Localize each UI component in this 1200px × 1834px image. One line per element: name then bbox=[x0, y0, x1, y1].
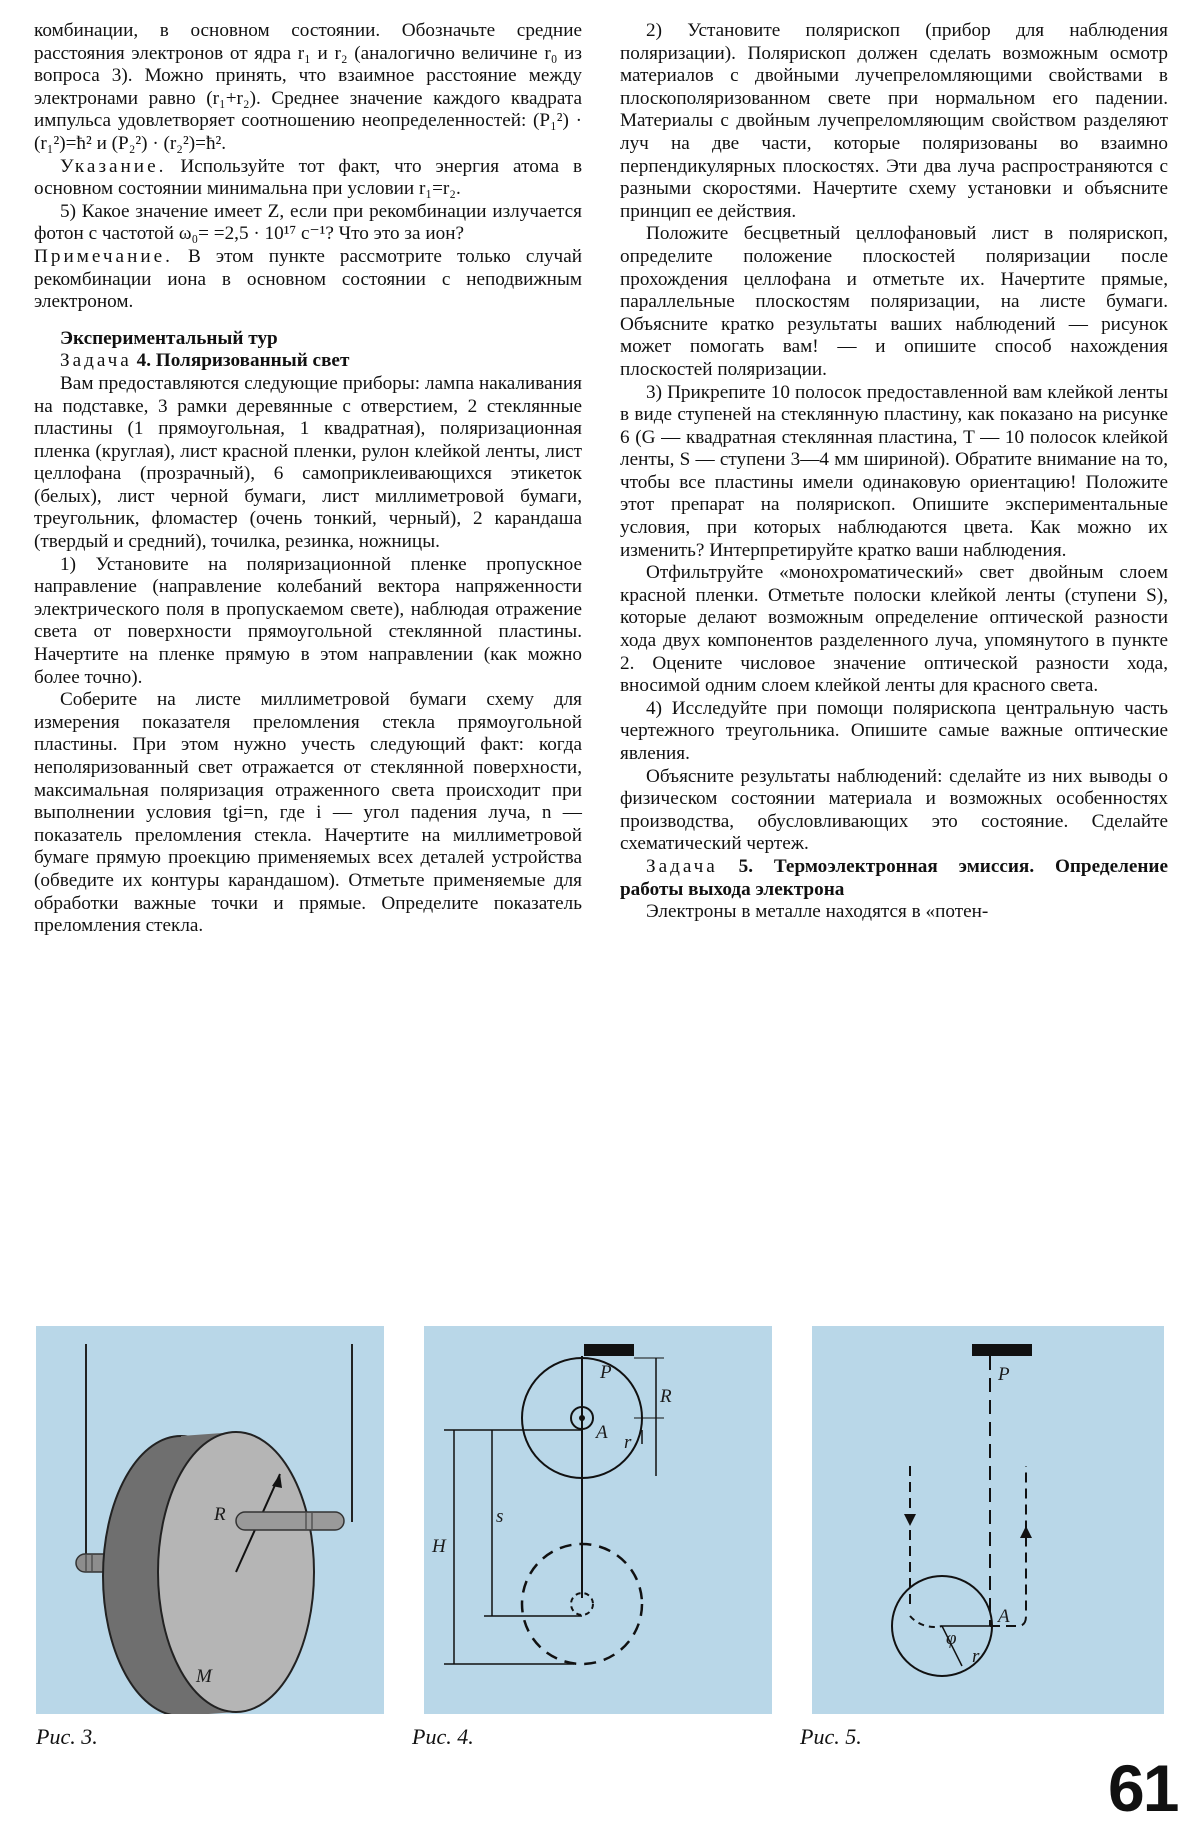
task-5-heading bbox=[620, 856, 1168, 901]
figure-3-caption: Рис. 3. bbox=[36, 1724, 98, 1749]
task-4-item-1b: Соберите на листе миллиметровой бумаги схему для измерения показателя преломления стекла прямоугольной пластины. При этом нужно учесть следующий факт: когда неполяризованный свет отражается от стеклянной поверхности, максимальная поляризация отраженного света происходит при выполнении условия tgi=n, где i — угол падения луча, n — показатель преломления стекла. Начертите на миллиметровой бумаге прямую проекцию применяемых всех деталей устройства (обведите их контуры карандашом). Отметьте применяемые для обработки важные точки и прямые. Определите показатель преломления стекла. bbox=[34, 689, 582, 937]
figure-4 bbox=[424, 1326, 772, 1714]
figure-5 bbox=[812, 1326, 1164, 1714]
paragraph-question-5: 5) Какое значение имеет Z, если при рекомбинации излучается фотон с частотой ω₀= =2,5 · 10¹⁷ с⁻¹? Что это за ион? bbox=[34, 200, 582, 245]
figure-5-drawing bbox=[812, 1326, 1164, 1714]
task-4-intro: Вам предоставляются следующие приборы: лампа накаливания на подставке, 3 рамки деревянные с отверстием, 2 стеклянные пластины (1 прямоугольная, 1 квадратная), поляризационная пленка (круглая), лист красной пленки, рулон клейкой ленты, лист целлофана (прозрачный), 6 самоприклеивающихся этикеток (белых), лист черной бумаги, лист миллиметровой бумаги, треугольник, фломастер (очень тонкий, черный), 2 карандаша (твердый и средний), точилка, резинка, ножницы. bbox=[34, 372, 582, 553]
figure-3-label-mass: M bbox=[196, 1666, 212, 1687]
task-4-label: Задача bbox=[60, 350, 132, 372]
figure-3-label-radius: R bbox=[214, 1504, 226, 1525]
task-5-title: 5. Термоэлектронная эмиссия. Определение работы выхода электрона bbox=[620, 855, 1168, 900]
figure-4-label-s: s bbox=[496, 1506, 504, 1527]
figure-5-label-r: r bbox=[972, 1646, 980, 1667]
task-4-title: 4. Поляризованный свет bbox=[131, 350, 350, 372]
figure-4-caption: Рис. 4. bbox=[412, 1724, 474, 1749]
task-4-item-4b: Объясните результаты наблюдений: сделайте из них выводы о физическом состоянии материала и возможных особенностях производства, обусловливающих это состояние. Сделайте схематический чертеж. bbox=[620, 765, 1168, 855]
figure-5-label-phi: φ bbox=[946, 1628, 957, 1649]
figure-3 bbox=[36, 1326, 384, 1714]
task-4-item-2b: Положите бесцветный целлофановый лист в поляриcкоп, определите положение плоскостей поляризации после прохождения целлофана и отметьте их. Начертите прямые, параллельные плоскостям поляризации, на листе бумаги. Объясните кратко результаты ваших наблюдений — рисунок может помогать вам! — и опишите способ нахождения плоскостей поляризации. bbox=[620, 223, 1168, 380]
task-5-text: Электроны в металле находятся в «потен- bbox=[646, 901, 989, 923]
figure-4-label-r-small: r bbox=[624, 1432, 632, 1453]
paragraph-hint bbox=[34, 156, 582, 201]
figure-5-label-a: A bbox=[998, 1606, 1010, 1627]
figure-4-drawing bbox=[424, 1326, 772, 1714]
task-5-label: Задача bbox=[646, 855, 718, 877]
figure-4-label-p: P bbox=[600, 1362, 612, 1383]
hint-text: Используйте тот факт, что энергия атома в основном состоянии минимальна при условии r₁=r₂. bbox=[34, 155, 582, 200]
right-column bbox=[620, 20, 1168, 924]
task-4-item-1: 1) Установите на поляризационной пленке пропускное направление (направление колебаний вектора напряженности электрического поля в пропускаемом свете), наблюдая отражение света от поверхности прямоугольной стеклянной пластины. Начертите на пленке прямую в этом направлении (как можно более точно). bbox=[34, 553, 582, 688]
figure-4-label-a: A bbox=[596, 1422, 608, 1443]
note-text: В этом пункте рассмотрите только случай рекомбинации иона в основном состоянии с неподвижным электроном. bbox=[34, 245, 582, 313]
task-4-heading bbox=[34, 350, 582, 373]
paragraph-recombination: комбинации, в основном состоянии. Обозначьте средние расстояния электронов от ядра r₁ и r₂ (аналогично величине r₀ из вопроса 3). Можно принять, что взаимное расстояние между электронами равно (r₁+r₂). Среднее значение каждого квадрата импульса удовлетворяет соотношению неопределенностей: (P₁²) · (r₁²)=ħ² и (P₂²) · (r₂²)=ħ². bbox=[34, 20, 582, 154]
task-4-item-2: 2) Установите поляриcкоп (прибор для наблюдения поляризации). Поляриcкоп должен сделать возможным осмотр материалов с двойными лучепреломляющими свойствами в плоскополяризованном свете при нормальном его падении. Материалы с двойным лучепреломляющим свойством разделяют луч на две части, которые поляризованы во взаимно перпендикулярных плоскостях. Эти два луча распространяются с разными скоростями. Начертите схему установки и объясните принцип ее действия. bbox=[620, 20, 1168, 222]
section-title: Экспериментальный тур bbox=[60, 327, 278, 349]
figure-5-label-p: P bbox=[998, 1364, 1010, 1385]
figure-5-caption: Рис. 5. bbox=[800, 1724, 862, 1749]
figure-3-drawing bbox=[36, 1326, 384, 1714]
hint-label: Указание. bbox=[60, 155, 167, 177]
note-label: Примечание. bbox=[34, 245, 173, 267]
left-column bbox=[34, 20, 582, 938]
task-4-item-4: 4) Исследуйте при помощи поляриcкопа центральную часть чертежного треугольника. Опишите самые важные оптические явления. bbox=[620, 697, 1168, 764]
paragraph-note bbox=[34, 246, 582, 314]
page-number: 61 bbox=[1108, 1751, 1178, 1825]
task-4-item-3b: Отфильтруйте «монохроматический» свет двойным слоем красной пленки. Отметьте полоски клейкой ленты (ступени S), которые делают возможным определение оптической разности хода двух компонентов разделенного луча, упомянутого в пункте 2. Оцените числовое значение оптической разности хода, вносимой одним слоем клейкой ленты для красного света. bbox=[620, 562, 1168, 697]
task-4-item-3: 3) Прикрепите 10 полосок предоставленной вам клейкой ленты в виде ступеней на стеклянную пластину, как показано на рисунке 6 (G — квадратная стеклянная пластина, T — 10 полосок клейкой ленты, S — ступени 3—4 мм шириной). Обратите внимание на то, чтобы все пластины имели одинаковую ориентацию! Положите этот препарат на поляриcкоп. Опишите экспериментальные условия, при которых наблюдаются цвета. Как можно их изменить? Интерпретируйте кратко ваши наблюдения. bbox=[620, 381, 1168, 561]
figure-4-label-r-big: R bbox=[660, 1386, 672, 1407]
figure-4-label-h: H bbox=[432, 1536, 446, 1557]
